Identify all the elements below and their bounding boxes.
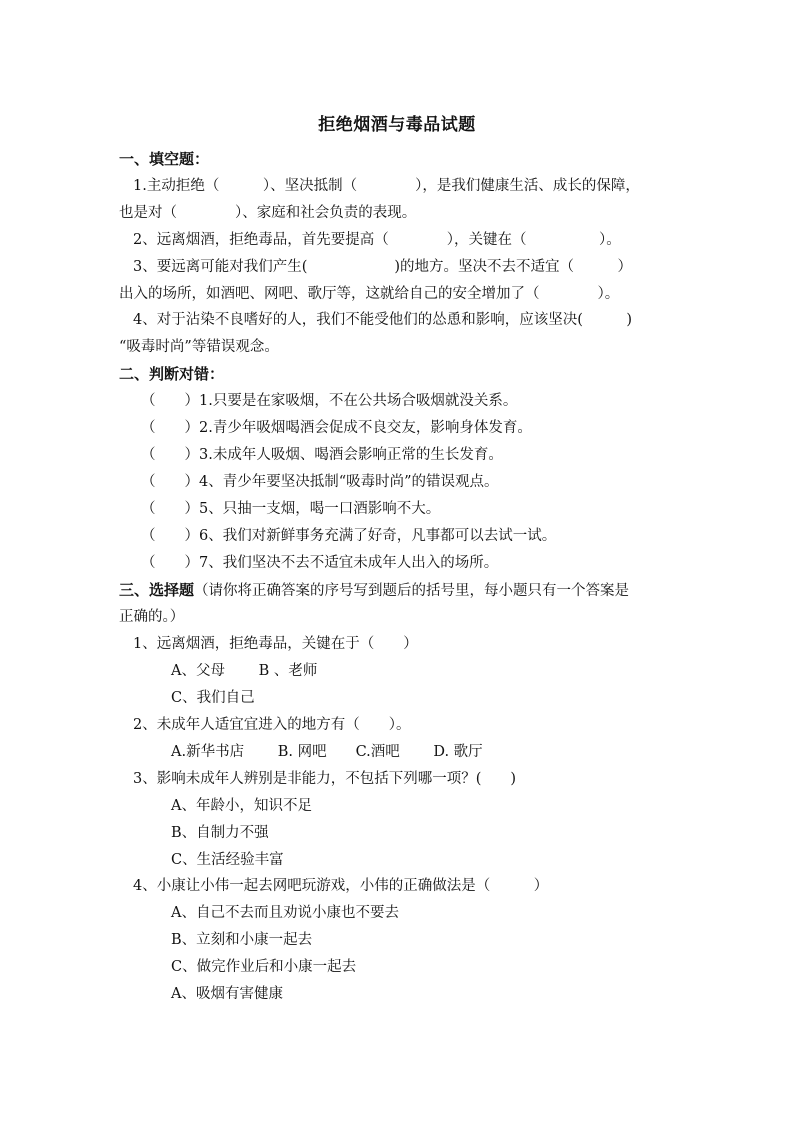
- section-heading-multiple-choice: 三、选择题: [119, 580, 195, 599]
- section-heading-fill-blank: 一、填空题：: [119, 150, 210, 168]
- question-line: “吸毒时尚”等错误观念。: [119, 339, 279, 356]
- true-false-item: （ ）4、青少年要坚决抵制“吸毒时尚”的错误观点。: [141, 473, 499, 490]
- question-line: 3、要远离可能对我们产生( )的地方。坚决不去不适宜（ ）: [133, 258, 633, 275]
- question-stem: 3、影响未成年人辨别是非能力，不包括下列哪一项？( ): [133, 770, 517, 787]
- section-instructions: （请你将正确答案的序号写到题后的括号里，每小题只有一个答案是: [194, 582, 630, 599]
- choice-question: [119, 631, 679, 712]
- fill-blank-question: [119, 307, 679, 361]
- question-stem: 4、小康让小伟一起去网吧玩游戏，小伟的正确做法是（ ）: [133, 878, 549, 895]
- question-stem: 1、远离烟酒，拒绝毒品，关键在于（ ）: [133, 636, 418, 653]
- question-stem: 2、未成年人适宜宜进入的地方有（ ）。: [133, 717, 411, 734]
- question-line: 2、远离烟酒，拒绝毒品，首先要提高（ ），关键在（ ）。: [133, 231, 621, 248]
- fill-blank-question: [119, 254, 679, 308]
- answer-option: B、立刻和小康一起去: [171, 932, 313, 949]
- fill-blank-question: [119, 173, 679, 227]
- true-false-item: （ ）6、我们对新鲜事务充满了好奇，凡事都可以去试一试。: [141, 527, 557, 544]
- true-false-item: （ ）2.青少年吸烟喝酒会促成不良交友，影响身体发育。: [141, 420, 532, 437]
- choice-question: [119, 766, 679, 874]
- choice-question: [119, 873, 679, 1008]
- true-false-item: （ ）3.未成年人吸烟、喝酒会影响正常的生长发育。: [141, 446, 503, 463]
- section-instructions-continued: 正确的。）: [119, 609, 185, 626]
- section-heading-multiple-choice-block: [119, 577, 679, 632]
- question-line: 1.主动拒绝（ ）、坚决抵制（ ），是我们健康生活、成长的保障，: [133, 177, 640, 194]
- answer-option: A、吸烟有害健康: [171, 986, 283, 1003]
- question-line: 也是对（ ）、家庭和社会负责的表现。: [119, 204, 417, 221]
- true-false-item: （ ）1.只要是在家吸烟，不在公共场合吸烟就没关系。: [141, 393, 518, 410]
- answer-options: C、我们自己: [171, 690, 255, 707]
- fill-blank-question: [119, 227, 679, 254]
- answer-options: A.新华书店 B. 网吧 C.酒吧 D. 歌厅: [171, 743, 483, 760]
- answer-option: B、自制力不强: [171, 824, 269, 841]
- true-false-item: （ ）7、我们坚决不去不适宜未成年人出入的场所。: [141, 554, 499, 571]
- choice-question: [119, 712, 679, 766]
- question-line: 4、对于沾染不良嗜好的人，我们不能受他们的怂恿和影响，应该坚决( ): [133, 312, 633, 329]
- answer-option: A、自己不去而且劝说小康也不要去: [171, 905, 399, 922]
- document-body: [119, 146, 679, 1008]
- answer-option: C、做完作业后和小康一起去: [171, 959, 357, 976]
- true-false-item: （ ）5、只抽一支烟，喝一口酒影响不大。: [141, 500, 441, 517]
- answer-options: A、父母 B 、老师: [171, 663, 318, 680]
- page-title: 拒绝烟酒与毒品试题: [318, 115, 476, 135]
- answer-option: C、生活经验丰富: [171, 851, 284, 868]
- question-line: 出入的场所，如酒吧、网吧、歌厅等，这就给自己的安全增加了（ ）。: [119, 285, 620, 302]
- answer-option: A、年龄小，知识不足: [171, 797, 312, 814]
- section-heading-true-false: 二、判断对错：: [119, 365, 225, 384]
